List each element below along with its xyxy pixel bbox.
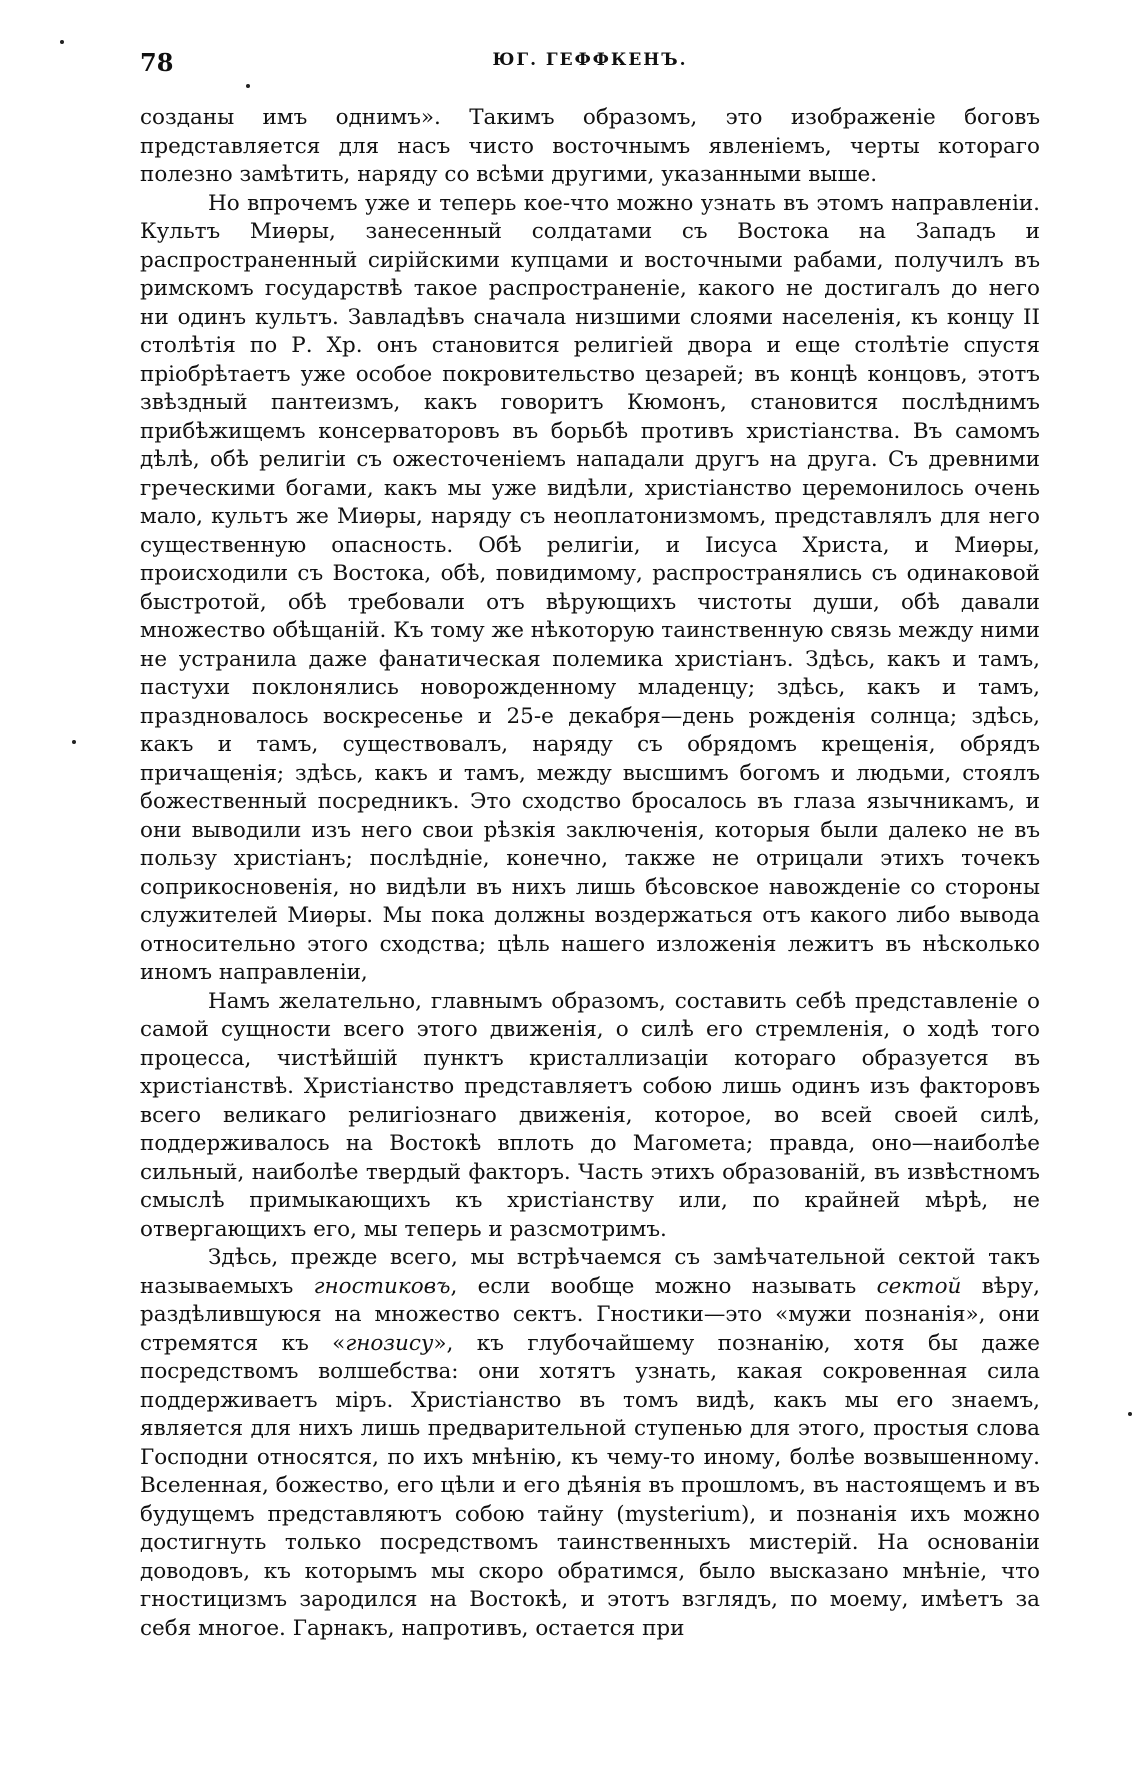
- paragraph-2: Но впрочемъ уже и теперь кое-что можно узнать въ этомъ направленiи. Культъ Миѳры, занесенный солдатами съ Востока на Западъ и распространенный сирiйскими купцами и восточными рабами, получилъ въ римскомъ государствѣ такое распространенiе, какого не достигалъ до него ни одинъ культъ. Завладѣвъ сначала низшими слоями населенiя, къ концу II столѣтiя по Р. Хр. онъ становится религiей двора и еще столѣтiе спустя прiобрѣтаетъ уже особое покровительство цезарей; въ концѣ концовъ, этотъ звѣздный пантеизмъ, какъ говоритъ Кюмонъ, становится послѣднимъ прибѣжищемъ консерваторовъ въ борьбѣ противъ христiанства. Въ самомъ дѣлѣ, обѣ религiи съ ожесточенiемъ нападали другъ на друга. Съ древними греческими богами, какъ мы уже видѣли, христiанство церемонилось очень мало, культъ же Миѳры, наряду съ неоплатонизмомъ, представлялъ для него существенную опасность. Обѣ религiи, и Iисуса Христа, и Миѳры, происходили съ Востока, обѣ, повидимому, распространялись съ одинаковой быстротой, обѣ требовали отъ вѣрующихъ чистоты души, обѣ давали множество обѣщанiй. Къ тому же нѣкоторую таинственную связь между ними не устранила даже фанатическая полемика христiанъ. Здѣсь, какъ и тамъ, пастухи поклонялись новорожденному младенцу; здѣсь, какъ и тамъ, праздновалось воскресенье и 25-е декабря—день рожденiя солнца; здѣсь, какъ и тамъ, существовалъ, наряду съ обрядомъ крещенiя, обрядъ причащенiя; здѣсь, какъ и тамъ, между высшимъ богомъ и людьми, стоялъ божественный посредникъ. Это сходство бросалось въ глаза язычникамъ, и они выводили изъ него свои рѣзкiя заключенiя, которыя были далеко не въ пользу христiанъ; послѣднiе, конечно, также не отрицали этихъ точекъ соприкосновенiя, но видѣли въ нихъ лишь бѣсовское навожденiе со стороны служителей Миѳры. Мы пока должны воздержаться отъ какого либо вывода относительно этого сходства; цѣль нашего изложенiя лежитъ въ нѣсколько иномъ направленiи,: [140, 190, 1040, 985]
- page-header: [140, 48, 1040, 80]
- scan-speck: [60, 40, 64, 44]
- paragraph-4-text: вѣру, раздѣлившуюся на множество сектъ. Гностики—это «мужи познанiя», они стремятся къ «: [140, 1273, 1041, 1356]
- running-title: ЮГ. ГЕФФКЕНЪ.: [492, 50, 688, 70]
- italic-term-sect: сектой: [876, 1273, 962, 1299]
- paragraph-3: Намъ желательно, главнымъ образомъ, составить себѣ представленiе о самой сущности всего этого движенiя, о силѣ его стремленiя, о ходѣ того процесса, чистѣйшiй пунктъ кристаллизацiи котораго образуется въ христiанствѣ. Христiанство представляетъ собою лишь одинъ изъ факторовъ всего великаго религiознаго движенiя, которое, во всей своей силѣ, поддерживалось на Востокѣ вплоть до Магомета; правда, оно—наиболѣе сильный, наиболѣе твердый факторъ. Часть этихъ образованiй, въ извѣстномъ смыслѣ примыкающихъ къ христiанству или, по крайней мѣрѣ, не отвергающихъ его, мы теперь и разсмотримъ.: [140, 988, 1040, 1242]
- page-number: 78: [140, 48, 174, 77]
- paragraph-4-text: », къ глубочайшему познанiю, хотя бы даже посредствомъ волшебства: они хотятъ узнать, какая сокровенная сила поддерживаетъ мiръ. Христiанство въ томъ видѣ, какъ мы его знаемъ, является для нихъ лишь предварительной ступенью для этого, простыя слова Господни относятся, по ихъ мнѣнiю, къ чему-то иному, болѣе возвышенному. Вселенная, божество, его цѣли и его дѣянiя въ прошломъ, въ настоящемъ и въ будущемъ представляютъ собою тайну (mysterium), и познанiя ихъ можно достигнуть только посредствомъ таинственныхъ мистерiй. На основанiи доводовъ, къ которымъ мы скоро обратимся, было высказано мнѣнiе, что гностицизмъ зародился на Востокѣ, и этотъ взглядъ, по моему, имѣетъ за себя многое. Гарнакъ, напротивъ, остается при: [140, 1330, 1040, 1641]
- paragraph-4-text: Здѣсь, прежде всего, мы встрѣчаемся съ замѣчательной сектой такъ называемыхъ: [140, 1245, 1040, 1299]
- paragraph-1: созданы имъ однимъ». Такимъ образомъ, это изображенiе боговъ представляется для насъ чисто восточнымъ явленiемъ, черты котораго полезно замѣтить, наряду со всѣми другими, указанными выше.: [140, 105, 1040, 187]
- scan-speck: [246, 84, 250, 88]
- italic-term-gnosis: гнозису: [345, 1330, 434, 1356]
- scan-speck: [72, 740, 76, 744]
- italic-term-gnostics: гностиковъ: [313, 1273, 451, 1299]
- paragraph-4-text: , если вообще можно называть: [450, 1273, 877, 1299]
- paragraph-4: [140, 1244, 1040, 1643]
- body-text: [140, 104, 1040, 1643]
- scan-speck: [1128, 1412, 1132, 1416]
